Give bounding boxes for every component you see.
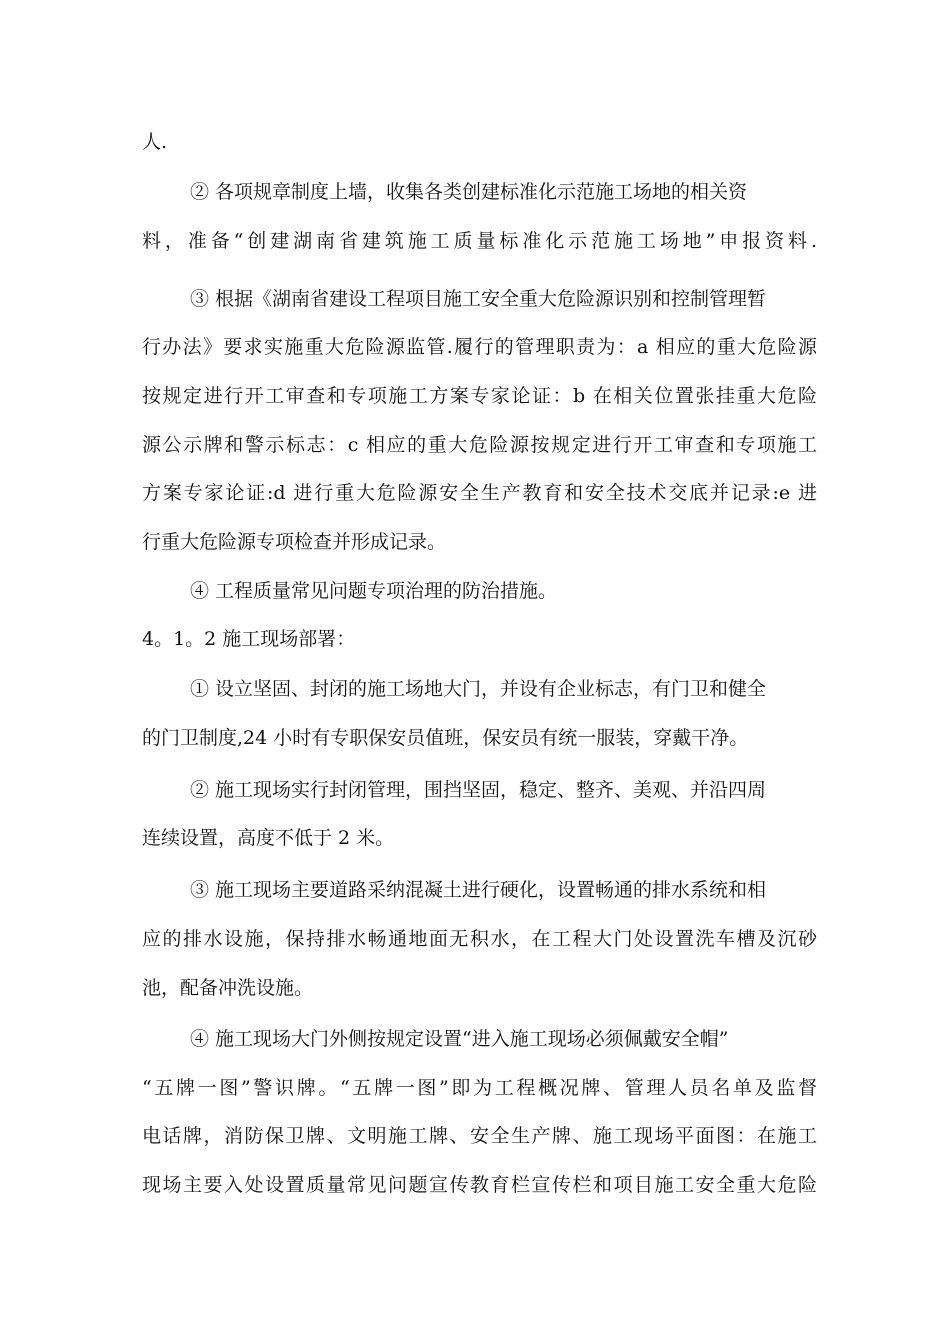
text-line: 电话牌，消防保卫牌、文明施工牌、安全生产牌、施工现场平面图：在施工 [142,1125,817,1147]
text-line: 连续设置，高度不低于 2 米。 [142,827,395,849]
text-line: ③ 施工现场主要道路采纳混凝土进行硬化，设置畅通的排水系统和相 [190,879,767,901]
text-line: ① 设立坚固、封闭的施工场地大门，并设有企业标志，有门卫和健全 [190,678,767,700]
text-line: 人. [142,131,168,153]
text-line: 按规定进行开工审查和专项施工方案专家论证：b 在相关位置张挂重大危险 [142,385,817,407]
text-line: 现场主要入处设置质量常见问题宣传教育栏宣传栏和项目施工安全重大危险 [142,1174,817,1196]
text-line: ② 施工现场实行封闭管理，围挡坚固，稳定、整齐、美观、并沿四周 [190,779,767,801]
text-line: “五牌一图”警识牌。“五牌一图”即为工程概况牌、管理人员名单及监督 [142,1077,817,1099]
text-line: ④ 施工现场大门外侧按规定设置“进入施工现场必须佩戴安全帽” [190,1028,729,1050]
text-line: 池，配备冲洗设施。 [142,977,314,999]
text-line: 行重大危险源专项检查并形成记录。 [142,531,447,553]
text-line: 应的排水设施，保持排水畅通地面无积水，在工程大门处设置洗车槽及沉砂 [142,928,817,950]
section-heading: 4。1。2 施工现场部署： [142,628,356,650]
text-line: 源公示牌和警示标志：c 相应的重大危险源按规定进行开工审查和专项施工 [142,434,817,456]
text-line: ② 各项规章制度上墙，收集各类创建标准化示范施工场地的相关资 [190,181,748,203]
text-line: ④ 工程质量常见问题专项治理的防治措施。 [190,580,558,602]
text-line: 的门卫制度,24 小时有专职保安员值班，保安员有统一服装，穿戴干净。 [142,727,749,749]
text-line: 行办法》要求实施重大危险源监管.履行的管理职责为：a 相应的重大危险源 [142,336,817,358]
text-line: ③ 根据《湖南省建设工程项目施工安全重大危险源识别和控制管理暂 [190,288,767,310]
text-line: 方案专家论证:d 进行重大危险源安全生产教育和安全技术交底并记录:e 进 [142,482,817,504]
text-line: 料，准备“创建湖南省建筑施工质量标准化示范施工场地”申报资料. [142,230,817,252]
